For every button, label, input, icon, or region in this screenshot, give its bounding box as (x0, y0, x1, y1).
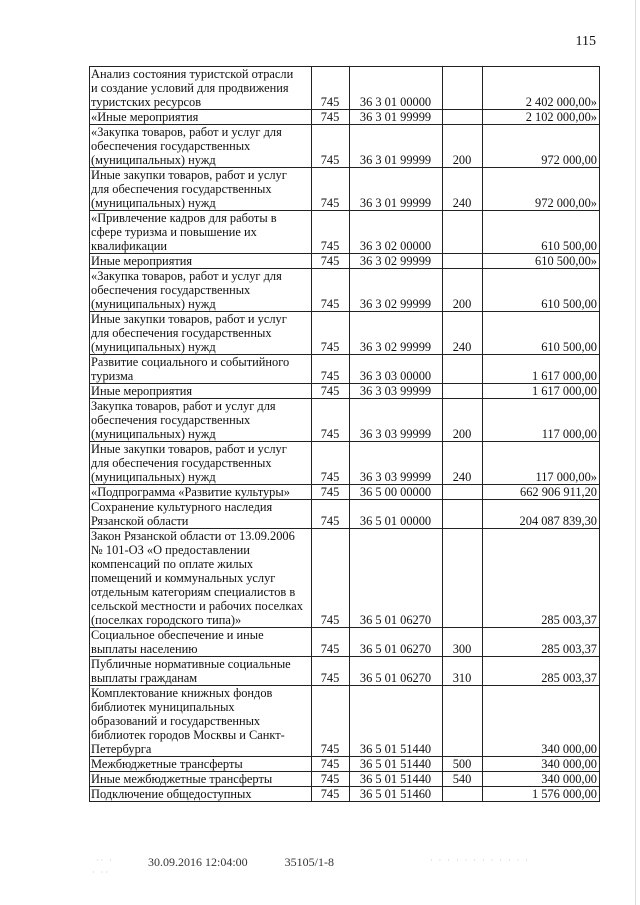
table-row (90, 312, 600, 355)
row-target-code: 36 5 01 51440 (350, 757, 443, 772)
row-expense-type: 300 (443, 628, 483, 657)
row-code: 745 (312, 772, 350, 787)
table-row (90, 485, 600, 500)
row-expense-type (443, 686, 483, 757)
row-amount: 610 500,00 (483, 269, 600, 312)
table-row (90, 500, 600, 529)
row-code: 745 (312, 269, 350, 312)
row-name: Иные межбюджетные трансферты (90, 772, 312, 787)
row-code: 745 (312, 110, 350, 125)
row-amount: 1 576 000,00 (483, 787, 600, 802)
row-name: «Закупка товаров, работ и услуг для обеспечения государственных (муниципальных) нужд (90, 269, 312, 312)
row-target-code: 36 3 02 99999 (350, 254, 443, 269)
row-name: Развитие социального и событийного туризма (90, 355, 312, 384)
scan-artifact: · · · · · · · · · · · · (430, 856, 530, 865)
row-target-code: 36 3 02 99999 (350, 312, 443, 355)
row-target-code: 36 5 01 51440 (350, 772, 443, 787)
table-row (90, 399, 600, 442)
row-name: «Иные мероприятия (90, 110, 312, 125)
table-row (90, 757, 600, 772)
page-number: 115 (575, 34, 596, 49)
row-code: 745 (312, 312, 350, 355)
row-name: Подключение общедоступных (90, 787, 312, 802)
table-row (90, 772, 600, 787)
row-expense-type (443, 211, 483, 254)
row-code: 745 (312, 254, 350, 269)
row-amount: 340 000,00 (483, 757, 600, 772)
row-target-code: 36 5 01 51440 (350, 686, 443, 757)
row-expense-type: 200 (443, 399, 483, 442)
row-target-code: 36 5 01 06270 (350, 657, 443, 686)
table-row (90, 67, 600, 110)
footer (148, 855, 334, 870)
scan-artifact: ·· · (96, 856, 114, 865)
table-row (90, 355, 600, 384)
row-expense-type: 240 (443, 168, 483, 211)
row-expense-type (443, 110, 483, 125)
row-name: Иные мероприятия (90, 384, 312, 399)
table-row (90, 254, 600, 269)
row-name: «Закупка товаров, работ и услуг для обеспечения государственных (муниципальных) нужд (90, 125, 312, 168)
row-target-code: 36 5 01 00000 (350, 500, 443, 529)
table-row (90, 657, 600, 686)
row-amount: 1 617 000,00 (483, 355, 600, 384)
row-expense-type (443, 355, 483, 384)
row-amount: 972 000,00» (483, 168, 600, 211)
row-expense-type (443, 500, 483, 529)
row-amount: 340 000,00 (483, 772, 600, 787)
row-expense-type (443, 384, 483, 399)
row-name: Закупка товаров, работ и услуг для обеспечения государственных (муниципальных) нужд (90, 399, 312, 442)
table-row (90, 110, 600, 125)
row-target-code: 36 3 02 99999 (350, 269, 443, 312)
row-code: 745 (312, 500, 350, 529)
row-code: 745 (312, 628, 350, 657)
row-code: 745 (312, 657, 350, 686)
row-expense-type: 540 (443, 772, 483, 787)
row-target-code: 36 5 01 51460 (350, 787, 443, 802)
row-amount: 662 906 911,20 (483, 485, 600, 500)
row-expense-type: 240 (443, 442, 483, 485)
footer-doc-id: 35105/1-8 (284, 855, 335, 869)
row-name: Иные мероприятия (90, 254, 312, 269)
row-expense-type (443, 787, 483, 802)
row-code: 745 (312, 67, 350, 110)
row-name: Иные закупки товаров, работ и услуг для обеспечения государственных (муниципальных) нужд (90, 442, 312, 485)
row-expense-type (443, 254, 483, 269)
table-row (90, 686, 600, 757)
row-expense-type: 200 (443, 269, 483, 312)
row-amount: 117 000,00 (483, 399, 600, 442)
budget-table-body (90, 67, 600, 802)
row-code: 745 (312, 787, 350, 802)
row-name: «Подпрограмма «Развитие культуры» (90, 485, 312, 500)
row-code: 745 (312, 757, 350, 772)
row-code: 745 (312, 355, 350, 384)
table-row (90, 125, 600, 168)
row-target-code: 36 3 02 00000 (350, 211, 443, 254)
row-target-code: 36 3 03 00000 (350, 355, 443, 384)
table-row (90, 269, 600, 312)
row-amount: 117 000,00» (483, 442, 600, 485)
row-amount: 2 102 000,00» (483, 110, 600, 125)
row-amount: 610 500,00» (483, 254, 600, 269)
row-target-code: 36 3 03 99999 (350, 442, 443, 485)
row-expense-type (443, 485, 483, 500)
row-name: Межбюджетные трансферты (90, 757, 312, 772)
row-name: Сохранение культурного наследия Рязанской области (90, 500, 312, 529)
table-row (90, 442, 600, 485)
table-row (90, 787, 600, 802)
table-row (90, 529, 600, 628)
row-code: 745 (312, 686, 350, 757)
table-row (90, 628, 600, 657)
row-target-code: 36 3 03 99999 (350, 384, 443, 399)
row-amount: 1 617 000,00 (483, 384, 600, 399)
row-amount: 285 003,37 (483, 657, 600, 686)
scan-edge-line (635, 0, 636, 905)
row-target-code: 36 5 01 06270 (350, 529, 443, 628)
row-target-code: 36 5 00 00000 (350, 485, 443, 500)
row-target-code: 36 3 03 99999 (350, 399, 443, 442)
row-expense-type (443, 529, 483, 628)
row-name: Иные закупки товаров, работ и услуг для обеспечения государственных (муниципальных) нужд (90, 168, 312, 211)
row-name: Анализ состояния туристской отрасли и создание условий для продвижения туристских ресурсов (90, 67, 312, 110)
row-amount: 610 500,00 (483, 211, 600, 254)
row-expense-type (443, 67, 483, 110)
row-amount: 285 003,37 (483, 628, 600, 657)
row-target-code: 36 3 01 99999 (350, 125, 443, 168)
scan-artifact: · ·· (92, 868, 110, 877)
row-code: 745 (312, 384, 350, 399)
row-amount: 610 500,00 (483, 312, 600, 355)
row-expense-type: 310 (443, 657, 483, 686)
row-code: 745 (312, 211, 350, 254)
row-target-code: 36 5 01 06270 (350, 628, 443, 657)
table-row (90, 168, 600, 211)
row-name: Иные закупки товаров, работ и услуг для обеспечения государственных (муниципальных) нужд (90, 312, 312, 355)
row-amount: 340 000,00 (483, 686, 600, 757)
budget-table (89, 66, 600, 802)
row-name: «Привлечение кадров для работы в сфере туризма и повышение их квалификации (90, 211, 312, 254)
row-amount: 2 402 000,00» (483, 67, 600, 110)
row-amount: 972 000,00 (483, 125, 600, 168)
row-code: 745 (312, 485, 350, 500)
row-expense-type: 240 (443, 312, 483, 355)
row-target-code: 36 3 01 99999 (350, 168, 443, 211)
row-code: 745 (312, 125, 350, 168)
row-code: 745 (312, 442, 350, 485)
row-expense-type: 500 (443, 757, 483, 772)
row-amount: 204 087 839,30 (483, 500, 600, 529)
row-name: Публичные нормативные социальные выплаты гражданам (90, 657, 312, 686)
row-code: 745 (312, 399, 350, 442)
row-code: 745 (312, 529, 350, 628)
row-code: 745 (312, 168, 350, 211)
footer-timestamp: 30.09.2016 12:04:00 (148, 855, 248, 869)
table-row (90, 384, 600, 399)
row-name: Социальное обеспечение и иные выплаты населению (90, 628, 312, 657)
row-target-code: 36 3 01 00000 (350, 67, 443, 110)
row-name: Закон Рязанской области от 13.09.2006 № 101-ОЗ «О предоставлении компенсаций по оплате жилых помещений и коммунальных услуг отдельным категориям специалистов в сельской местности и рабочих поселках (поселках городского типа)» (90, 529, 312, 628)
row-expense-type: 200 (443, 125, 483, 168)
row-amount: 285 003,37 (483, 529, 600, 628)
table-row (90, 211, 600, 254)
row-name: Комплектование книжных фондов библиотек муниципальных образований и государственных библиотек городов Москвы и Санкт- Петербурга (90, 686, 312, 757)
row-target-code: 36 3 01 99999 (350, 110, 443, 125)
